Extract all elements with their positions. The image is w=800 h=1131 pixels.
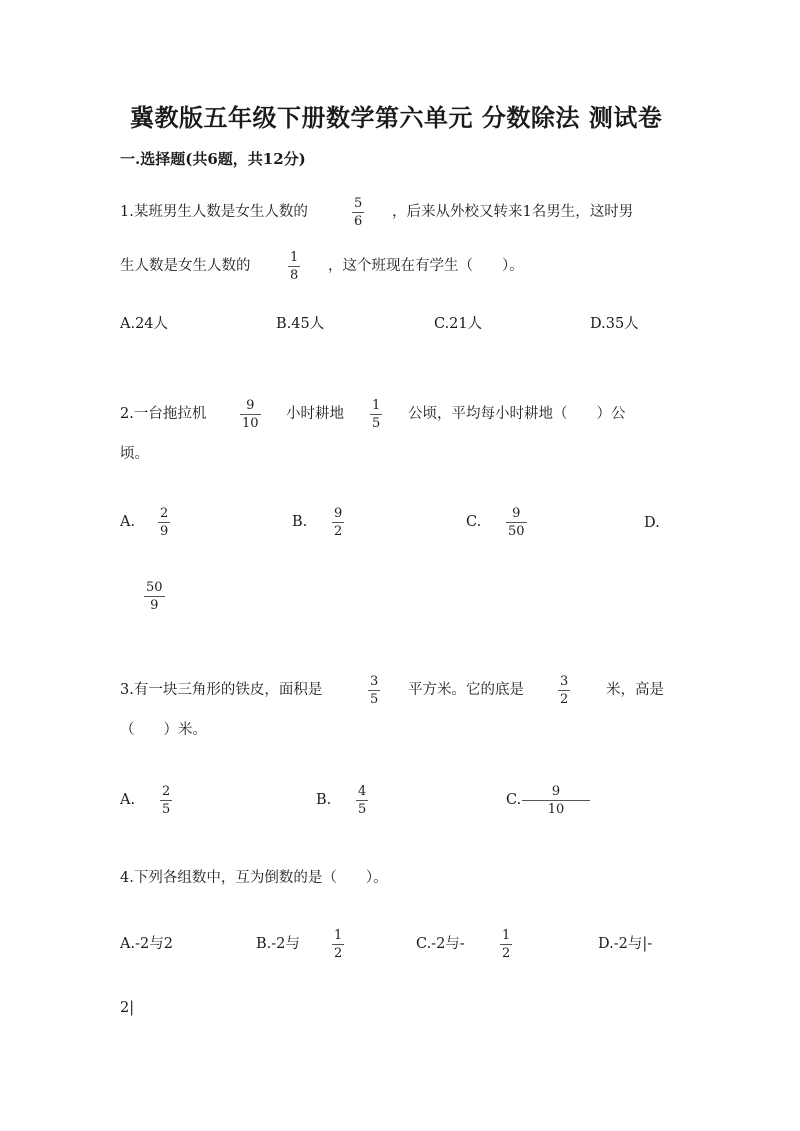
- q2-option-d-label: D.: [644, 515, 660, 531]
- q3-option-a-label: A.: [120, 792, 136, 808]
- q2-option-d[interactable]: [644, 512, 660, 533]
- q3-option-b-fraction: 4 5: [358, 784, 367, 817]
- q4-option-d[interactable]: D.-2与|-: [598, 936, 653, 952]
- q3-option-b-label: B.: [316, 792, 332, 808]
- q2-option-b-fraction: 9 2: [334, 506, 343, 539]
- q3-text-part2: 平方米。它的底是: [408, 682, 524, 698]
- q1-text-part1: 1.某班男生人数是女生人数的: [120, 204, 308, 220]
- q1-fraction-1: 5 6: [354, 196, 363, 229]
- q1-text-part4: ，这个班现在有学生（ ）。: [328, 258, 524, 274]
- page-title: 冀教版五年级下册数学第六单元 分数除法 测试卷: [130, 103, 663, 132]
- q1-option-c[interactable]: C.21人: [434, 316, 483, 332]
- q2-option-a-fraction: 2 9: [160, 506, 169, 539]
- q2-option-a-label: A.: [120, 514, 136, 530]
- q2-text-part1: 2.一台拖拉机: [120, 406, 207, 422]
- q2-option-b-label: B.: [292, 514, 308, 530]
- q2-text-part2: 小时耕地: [286, 406, 344, 422]
- q3-option-c-label: C.: [506, 792, 522, 808]
- q1-option-b[interactable]: B.45人: [276, 316, 325, 332]
- q2-option-c-fraction: 9 50: [508, 506, 525, 539]
- q3-text-part1: 3.有一块三角形的铁皮，面积是: [120, 682, 323, 698]
- q4-option-d-continued: 2|: [120, 1000, 135, 1016]
- q2-option-d-fraction: 50 9: [146, 580, 163, 613]
- q3-text-line2: （ ）米。: [120, 722, 207, 738]
- q1-text-part3: 生人数是女生人数的: [120, 258, 251, 274]
- q1-fraction-2: 1 8: [290, 250, 299, 283]
- q2-fraction-1: 9 10: [242, 398, 259, 431]
- q2-fraction-2: 1 5: [372, 398, 381, 431]
- q1-text-part2: ，后来从外校又转来1名男生，这时男: [392, 204, 634, 220]
- q4-option-b-fraction: 1 2: [334, 928, 343, 961]
- q3-option-c-fraction: 9 10: [522, 784, 590, 817]
- q2-text-line2: 顷。: [120, 446, 149, 462]
- q4-option-b-label: B.-2与: [256, 936, 300, 952]
- q3-option-a-fraction: 2 5: [162, 784, 171, 817]
- q3-text-part3: 米，高是: [606, 682, 664, 698]
- q4-text: 4.下列各组数中，互为倒数的是（ ）。: [120, 870, 388, 886]
- q4-option-c-fraction: 1 2: [502, 928, 511, 961]
- q3-fraction-2: 3 2: [560, 674, 569, 707]
- q4-option-c-label: C.-2与-: [416, 936, 465, 952]
- q2-text-part3: 公顷，平均每小时耕地（ ）公: [408, 406, 626, 422]
- q4-option-a[interactable]: A.-2与2: [120, 936, 173, 952]
- q2-option-c-label: C.: [466, 514, 482, 530]
- q3-fraction-1: 3 5: [370, 674, 379, 707]
- q1-option-d[interactable]: D.35人: [590, 316, 639, 332]
- q1-option-a[interactable]: A.24人: [120, 316, 169, 332]
- section-header: 一.选择题(共6题，共12分): [120, 150, 306, 168]
